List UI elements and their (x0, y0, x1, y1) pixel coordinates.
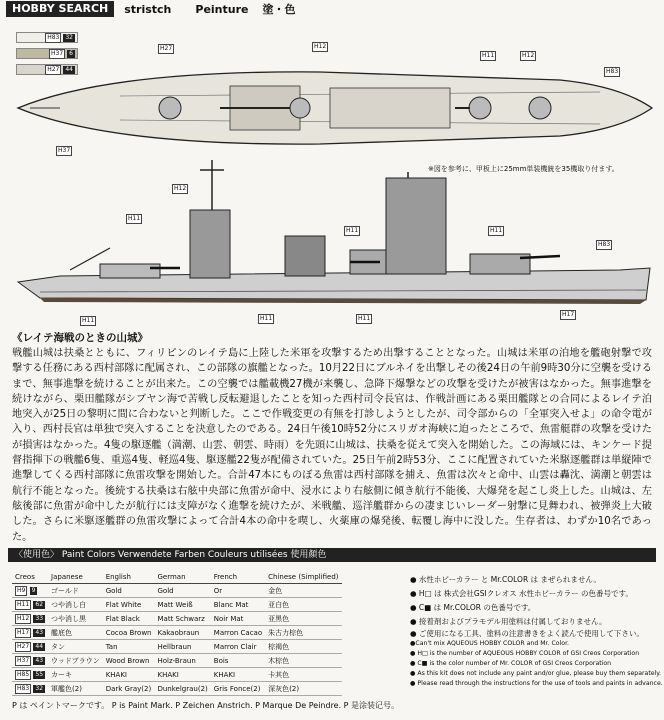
side-tag-8: H11 (358, 315, 371, 322)
row-n: 43 (35, 656, 44, 664)
plan-tag-1: H27 (160, 45, 173, 52)
row-n: 9 (31, 586, 36, 594)
row-de: KHAKI (154, 668, 210, 682)
row-fr: Blanc Mat (211, 598, 265, 612)
header-block: HOBBY SEARCH (6, 1, 114, 17)
row-jp: タン (48, 640, 103, 654)
row-en: Wood Brown (103, 654, 155, 668)
row-jp: カーキ (48, 668, 103, 682)
side-tag-5: H83 (598, 241, 611, 248)
col-french: French (211, 570, 265, 584)
row-fr: Or (211, 584, 265, 598)
table-row (12, 584, 342, 598)
row-fr: Marron Clair (211, 640, 265, 654)
row-n: 62 (35, 600, 44, 608)
row-fr: Gris Fonce(2) (211, 682, 265, 696)
row-jp: ウッドブラウン (48, 654, 103, 668)
swatch-1-p: H83 (47, 33, 60, 41)
row-de: Dunkelgrau(2) (154, 682, 210, 696)
row-en: KHAKI (103, 668, 155, 682)
row-jp: 軍艦色(2) (48, 682, 103, 696)
note-4: ● 接着剤およびプラモデル用塗料は付属しておりません。 (410, 617, 607, 626)
table-row (12, 682, 342, 696)
table-row (12, 626, 342, 640)
col-chinese: Chinese (Simplified) (265, 570, 341, 584)
plan-tag-6: H37 (58, 147, 71, 154)
row-fr: Noir Mat (211, 612, 265, 626)
plan-tag-5: H83 (606, 68, 619, 75)
row-zh: 棕褐色 (265, 640, 341, 654)
row-zh: 亚白色 (265, 598, 341, 612)
plan-tag-2: H12 (314, 43, 327, 50)
plan-tag-3: H11 (482, 52, 495, 59)
row-en: Flat White (103, 598, 155, 612)
header-peinture: Peinture (195, 2, 249, 16)
row-en: Gold (103, 584, 155, 598)
row-en: Dark Gray(2) (103, 682, 155, 696)
note-8: ● C■ is the color number of Mr. COLOR of GSI Creos Corporation (410, 660, 612, 667)
row-de: Matt Weiß (154, 598, 210, 612)
plan-tag-4: H12 (522, 52, 535, 59)
swatch-2-n: 6 (69, 49, 73, 57)
row-h: H12 (17, 614, 30, 622)
col-german: German (154, 570, 210, 584)
row-n: 33 (35, 614, 44, 622)
row-zh: 卡其色 (265, 668, 341, 682)
note-1: ● 水性ホビーカラー と Mr.COLOR は まぜられません。 (410, 575, 601, 584)
row-h: H9 (17, 586, 26, 594)
row-n: 32 (35, 684, 44, 692)
row-h: H83 (17, 684, 30, 692)
swatch-2-p: H37 (51, 49, 64, 57)
row-de: Gold (154, 584, 210, 598)
note-3: ● C■ は Mr.COLOR の色番号です。 (410, 603, 536, 612)
row-jp: つや消し白 (48, 598, 103, 612)
row-h: H85 (17, 670, 30, 678)
row-de: Hellbraun (154, 640, 210, 654)
col-japanese: Japanese (48, 570, 103, 584)
side-tag-7: H11 (260, 315, 273, 322)
side-tag-9: H17 (562, 311, 575, 318)
row-de: Matt Schwarz (154, 612, 210, 626)
row-zh: 朱古力棕色 (265, 626, 341, 640)
row-zh: 木棕色 (265, 654, 341, 668)
side-tag-2: H11 (128, 215, 141, 222)
note-5: ● ご使用になる工具、塗料の注意書きをよく読んで使用して下さい。 (410, 629, 644, 638)
row-n: 44 (35, 642, 44, 650)
table-row (12, 612, 342, 626)
note-2: ● H□ は 株式会社GSIクレオス 水性ホビーカラー の色番号です。 (410, 589, 633, 598)
swatch-3-n: 44 (65, 65, 73, 73)
col-english: English (103, 570, 155, 584)
row-fr: Marron Cacao (211, 626, 265, 640)
row-en: Flat Black (103, 612, 155, 626)
colors-table-header (12, 570, 342, 584)
row-h: H37 (17, 656, 30, 664)
paint-mark-legend: P は ペイントマークです。 P is Paint Mark. P Zeichen Anstrich. P Marque De Peindre. P 是涂装记号。 (12, 701, 400, 710)
row-zh: 深灰色(2) (265, 682, 341, 696)
plan-note: ※図を参考に、甲板上に25mm単装機銃を35機取り付ます。 (428, 165, 619, 173)
row-jp: つや消し黒 (48, 612, 103, 626)
note-10: ● Please read through the instructions for the use of tools and paints in advance. (410, 680, 663, 687)
row-zh: 金色 (265, 584, 341, 598)
header-title: stristch (124, 2, 172, 16)
row-en: Tan (103, 640, 155, 654)
row-fr: KHAKI (211, 668, 265, 682)
row-h: H11 (17, 600, 30, 608)
row-h: H17 (17, 628, 30, 636)
row-h: H27 (17, 642, 30, 650)
table-row (12, 654, 342, 668)
note-6: ●Can't mix AQUEOUS HOBBY COLOR and Mr. Color. (410, 640, 570, 647)
side-tag-4: H11 (490, 227, 503, 234)
row-fr: Bois (211, 654, 265, 668)
row-de: Holz-Braun (154, 654, 210, 668)
table-row (12, 640, 342, 654)
colors-table (12, 570, 342, 696)
header-jp: 塗・色 (262, 3, 296, 16)
row-jp: 艦底色 (48, 626, 103, 640)
swatch-3-p: H27 (47, 65, 60, 73)
table-row (12, 598, 342, 612)
row-n: 55 (35, 670, 44, 678)
colors-bar: 〈使用色〉 Paint Colors Verwendete Farben Couleurs utilisées 使用顏色 (8, 548, 656, 562)
swatch-1-n: 32 (65, 33, 73, 41)
story-body: 戦艦山城は扶桑とともに、フィリピンのレイテ島に上陸した米軍を攻撃するため出撃することとなった。山城は米軍の泊地を艦砲射撃で攻撃する任務にある西村部隊に配属され、この部隊の旗艦となった。10月22日にブルネイを出撃しその後24日の午前9時30分に空襲を受けるまで、無事進撃を続けることが出来た。この空襲では艦載機27機が来襲し、急降下爆撃などの攻撃を受けたが被害はなかった。無事進撃を続けながら、栗田艦隊がシブヤン海で苦戦し反転避退したことを知った西村司令長官は、作戦計画にある栗田艦隊との合同によるレイテ泊地突入が25日の黎明に間に合わないと判断した。ここで作戦変更の有無を打診しようとしたが、司令部からの「全軍突入せよ」の命令電が入り、西村長官は単独で突入することを決意したのである。24日午後10時52分にスリガオ海峡に迫ったところで、魚雷艇群の攻撃を受けたが損害はなかった。4隻の駆逐艦（満潮、山雲、朝雲、時雨）を先頭に山城は、扶桑を従えて突入を開始した。この海域には、キンケード提督指揮下の戦艦6隻、重巡4隻、軽巡4隻、駆逐艦22隻が配備されていた。25日午前2時53分、ここに配置されていた米駆逐艦群は単縦陣で進撃してくる西村部隊に魚雷攻撃を開始した。合計47本にものぼる魚雷は西村部隊を捕え、魚雷は次々と命中、山雲は轟沈、満潮と朝雲は航行不能となった。後続する扶桑は右舷中央部に魚雷が命中、浸水により右舷側に傾き航行不能後、大爆発を起こし炎上した。山城は、左舷後部に魚雷が命中したが航行には支障がなく進撃を続けたが、米戦艦、巡洋艦群からの凄まじいレーダー射撃に見舞われ、被弾炎上大破した。さらに米駆逐艦群の魚雷攻撃によって合計4本の命中を喫し、火薬庫の爆発後、転覆し海中に没した。生存者は、わずか10名であった。 (12, 348, 652, 543)
story-title: 《レイテ海戦のときの山城》 (12, 332, 148, 344)
side-tag-6: H11 (82, 317, 95, 324)
row-de: Kakaobraun (154, 626, 210, 640)
side-tag-1: H12 (174, 185, 187, 192)
row-n: 43 (35, 628, 44, 636)
table-row (12, 668, 342, 682)
row-jp: ゴールド (48, 584, 103, 598)
note-9: ● As this kit does not include any paint and/or glue, please buy them separately. (410, 670, 662, 677)
row-en: Cocoa Brown (103, 626, 155, 640)
row-zh: 亚黑色 (265, 612, 341, 626)
side-tag-3: H11 (346, 227, 359, 234)
note-7: ● H□ is the number of AQUEOUS HOBBY COLOR of GSI Creos Corporation (410, 650, 640, 657)
col-creos: Creos (12, 570, 48, 584)
